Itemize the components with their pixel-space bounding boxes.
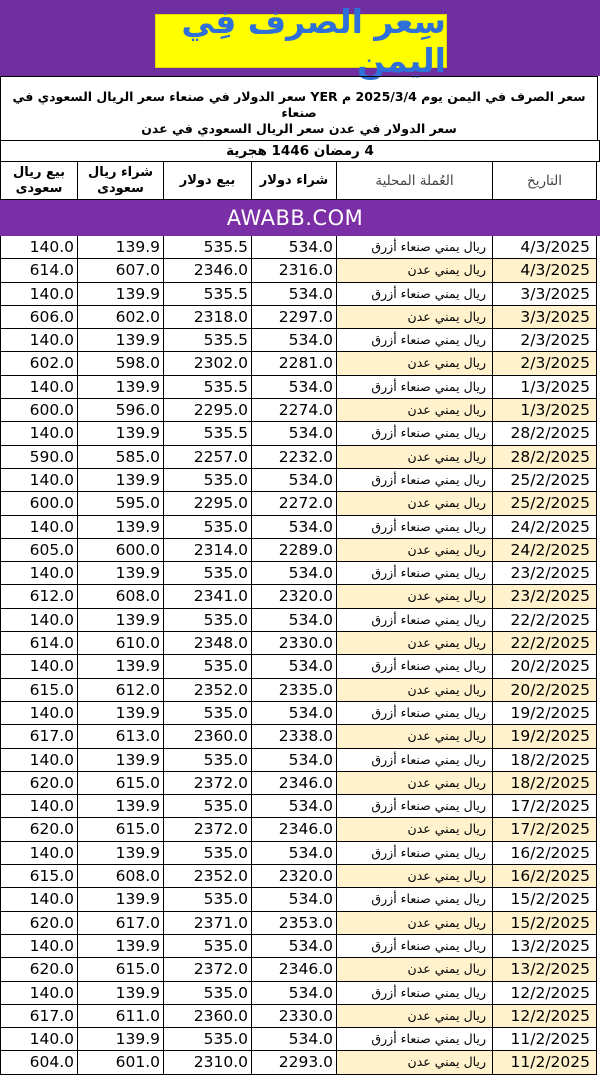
usd-sell-cell: 2318.0 [164,306,252,329]
usd-buy-cell: 2330.0 [252,632,337,655]
usd-buy-cell: 534.0 [252,422,337,445]
usd-sell-cell: 2346.0 [164,259,252,282]
usd-sell-cell: 2295.0 [164,492,252,515]
date-cell: 12/2/2025 [493,982,597,1005]
date-cell: 19/2/2025 [493,702,597,725]
date-cell: 20/2/2025 [493,655,597,678]
usd-sell-cell: 535.0 [164,749,252,772]
date-cell: 4/3/2025 [493,236,597,259]
sar-buy-cell: 607.0 [78,259,164,282]
date-cell: 22/2/2025 [493,609,597,632]
usd-sell-cell: 535.0 [164,1028,252,1051]
header-sar-buy: شراء ريال سعودى [78,162,164,200]
date-cell: 13/2/2025 [493,935,597,958]
sar-sell-cell: 140.0 [0,329,78,352]
sar-buy-cell: 139.9 [78,376,164,399]
usd-sell-cell: 535.5 [164,236,252,259]
table-row [0,469,600,492]
table-row [0,306,600,329]
table-row [0,492,600,515]
usd-sell-cell: 2310.0 [164,1051,252,1074]
date-cell: 17/2/2025 [493,795,597,818]
currency-cell: ريال يمني عدن [337,585,493,608]
table-row [0,632,600,655]
currency-cell: ريال يمني عدن [337,1051,493,1074]
sar-sell-cell: 140.0 [0,562,78,585]
table-row [0,562,600,585]
usd-buy-cell: 534.0 [252,888,337,911]
usd-buy-cell: 2274.0 [252,399,337,422]
sar-buy-cell: 615.0 [78,772,164,795]
usd-buy-cell: 534.0 [252,655,337,678]
date-cell: 22/2/2025 [493,632,597,655]
usd-sell-cell: 2371.0 [164,912,252,935]
header-currency: العُملة المحلية [337,162,493,200]
table-row [0,702,600,725]
usd-buy-cell: 534.0 [252,842,337,865]
date-cell: 19/2/2025 [493,725,597,748]
sar-buy-cell: 139.9 [78,982,164,1005]
sar-buy-cell: 617.0 [78,912,164,935]
sar-buy-cell: 139.9 [78,935,164,958]
usd-buy-cell: 2320.0 [252,585,337,608]
usd-buy-cell: 534.0 [252,609,337,632]
currency-cell: ريال يمني عدن [337,306,493,329]
table-row [0,679,600,702]
currency-cell: ريال يمني صنعاء أزرق [337,1028,493,1051]
sar-sell-cell: 604.0 [0,1051,78,1074]
usd-buy-cell: 534.0 [252,516,337,539]
sar-sell-cell: 620.0 [0,912,78,935]
currency-cell: ريال يمني صنعاء أزرق [337,888,493,911]
table-row [0,888,600,911]
table-row [0,725,600,748]
currency-cell: ريال يمني صنعاء أزرق [337,935,493,958]
sar-buy-cell: 139.9 [78,1028,164,1051]
usd-buy-cell: 534.0 [252,236,337,259]
usd-buy-cell: 2320.0 [252,865,337,888]
usd-sell-cell: 2372.0 [164,772,252,795]
sar-sell-cell: 140.0 [0,749,78,772]
page-title: سِعر الصرف فِي اليمن [181,2,446,80]
usd-sell-cell: 535.5 [164,376,252,399]
sar-sell-cell: 140.0 [0,702,78,725]
sar-sell-cell: 612.0 [0,585,78,608]
currency-cell: ريال يمني عدن [337,1005,493,1028]
description-line-1: سعر الصرف في اليمن يوم 2025/3/4 م YER سعر الدولار في صنعاء سعر الريال السعودي في صنعاء [12,89,586,120]
description-text [0,76,598,140]
sar-buy-cell: 585.0 [78,446,164,469]
sar-sell-cell: 140.0 [0,609,78,632]
sar-sell-cell: 615.0 [0,679,78,702]
table-row [0,399,600,422]
rates-table [0,236,600,1075]
date-cell: 15/2/2025 [493,912,597,935]
sar-buy-cell: 601.0 [78,1051,164,1074]
date-cell: 24/2/2025 [493,539,597,562]
sar-sell-cell: 614.0 [0,632,78,655]
date-cell: 25/2/2025 [493,469,597,492]
sar-sell-cell: 617.0 [0,725,78,748]
usd-sell-cell: 535.0 [164,842,252,865]
date-cell: 28/2/2025 [493,422,597,445]
title-box [155,2,447,80]
sar-buy-cell: 608.0 [78,865,164,888]
sar-buy-cell: 613.0 [78,725,164,748]
sar-sell-cell: 140.0 [0,935,78,958]
usd-buy-cell: 534.0 [252,469,337,492]
table-row [0,772,600,795]
table-row [0,842,600,865]
usd-sell-cell: 535.5 [164,283,252,306]
table-row [0,516,600,539]
sar-buy-cell: 139.9 [78,516,164,539]
sar-buy-cell: 595.0 [78,492,164,515]
usd-buy-cell: 2293.0 [252,1051,337,1074]
table-row [0,259,600,282]
sar-sell-cell: 590.0 [0,446,78,469]
table-row [0,1051,600,1074]
table-row [0,655,600,678]
sar-buy-cell: 598.0 [78,352,164,375]
sar-sell-cell: 615.0 [0,865,78,888]
date-cell: 18/2/2025 [493,772,597,795]
sar-buy-cell: 610.0 [78,632,164,655]
sar-buy-cell: 139.9 [78,655,164,678]
sar-buy-cell: 139.9 [78,749,164,772]
site-name: AWABB.COM [226,206,364,230]
usd-buy-cell: 2338.0 [252,725,337,748]
sar-sell-cell: 620.0 [0,772,78,795]
date-cell: 20/2/2025 [493,679,597,702]
usd-buy-cell: 2272.0 [252,492,337,515]
currency-cell: ريال يمني صنعاء أزرق [337,795,493,818]
sar-sell-cell: 140.0 [0,283,78,306]
currency-cell: ريال يمني صنعاء أزرق [337,376,493,399]
usd-sell-cell: 2372.0 [164,818,252,841]
header-usd-sell: بيع دولار [164,162,252,200]
table-row [0,982,600,1005]
usd-sell-cell: 2352.0 [164,865,252,888]
usd-sell-cell: 2360.0 [164,1005,252,1028]
date-cell: 2/3/2025 [493,352,597,375]
table-row [0,585,600,608]
currency-cell: ريال يمني صنعاء أزرق [337,236,493,259]
date-cell: 1/3/2025 [493,399,597,422]
usd-buy-cell: 534.0 [252,562,337,585]
currency-cell: ريال يمني عدن [337,352,493,375]
usd-sell-cell: 2348.0 [164,632,252,655]
usd-buy-cell: 534.0 [252,935,337,958]
usd-sell-cell: 535.0 [164,655,252,678]
currency-cell: ريال يمني عدن [337,399,493,422]
currency-cell: ريال يمني عدن [337,912,493,935]
table-header [0,162,600,200]
sar-sell-cell: 140.0 [0,236,78,259]
sar-buy-cell: 139.9 [78,888,164,911]
date-cell: 16/2/2025 [493,842,597,865]
sar-sell-cell: 600.0 [0,492,78,515]
sar-sell-cell: 605.0 [0,539,78,562]
currency-cell: ريال يمني عدن [337,818,493,841]
currency-cell: ريال يمني عدن [337,446,493,469]
usd-buy-cell: 2289.0 [252,539,337,562]
date-cell: 11/2/2025 [493,1028,597,1051]
sar-sell-cell: 620.0 [0,818,78,841]
usd-sell-cell: 2314.0 [164,539,252,562]
currency-cell: ريال يمني عدن [337,259,493,282]
date-cell: 28/2/2025 [493,446,597,469]
currency-cell: ريال يمني عدن [337,492,493,515]
usd-buy-cell: 2232.0 [252,446,337,469]
date-cell: 18/2/2025 [493,749,597,772]
table-row [0,935,600,958]
usd-buy-cell: 2346.0 [252,772,337,795]
usd-sell-cell: 535.0 [164,609,252,632]
date-cell: 15/2/2025 [493,888,597,911]
description-line-2: سعر الدولار في عدن سعر الريال السعودي في عدن [141,121,457,136]
usd-buy-cell: 2335.0 [252,679,337,702]
date-cell: 12/2/2025 [493,1005,597,1028]
usd-sell-cell: 535.0 [164,888,252,911]
sar-sell-cell: 614.0 [0,259,78,282]
sar-sell-cell: 620.0 [0,958,78,981]
sar-sell-cell: 140.0 [0,469,78,492]
sar-sell-cell: 140.0 [0,1028,78,1051]
date-cell: 17/2/2025 [493,818,597,841]
currency-cell: ريال يمني عدن [337,632,493,655]
date-cell: 16/2/2025 [493,865,597,888]
table-row [0,352,600,375]
table-row [0,1005,600,1028]
date-cell: 3/3/2025 [493,306,597,329]
date-cell: 23/2/2025 [493,562,597,585]
sar-sell-cell: 617.0 [0,1005,78,1028]
usd-sell-cell: 2302.0 [164,352,252,375]
usd-sell-cell: 535.5 [164,329,252,352]
usd-buy-cell: 2346.0 [252,818,337,841]
table-row [0,865,600,888]
sar-buy-cell: 139.9 [78,329,164,352]
sar-buy-cell: 602.0 [78,306,164,329]
usd-buy-cell: 534.0 [252,376,337,399]
sar-sell-cell: 140.0 [0,516,78,539]
usd-buy-cell: 2316.0 [252,259,337,282]
sar-sell-cell: 600.0 [0,399,78,422]
usd-buy-cell: 534.0 [252,283,337,306]
sar-sell-cell: 140.0 [0,376,78,399]
usd-buy-cell: 534.0 [252,329,337,352]
sar-buy-cell: 615.0 [78,818,164,841]
usd-buy-cell: 534.0 [252,1028,337,1051]
usd-sell-cell: 2360.0 [164,725,252,748]
currency-cell: ريال يمني صنعاء أزرق [337,562,493,585]
sar-sell-cell: 140.0 [0,888,78,911]
date-cell: 2/3/2025 [493,329,597,352]
table-row [0,329,600,352]
usd-buy-cell: 534.0 [252,749,337,772]
sar-sell-cell: 140.0 [0,842,78,865]
currency-cell: ريال يمني صنعاء أزرق [337,422,493,445]
usd-sell-cell: 2352.0 [164,679,252,702]
sar-buy-cell: 139.9 [78,702,164,725]
usd-buy-cell: 2346.0 [252,958,337,981]
usd-sell-cell: 535.0 [164,516,252,539]
sar-sell-cell: 140.0 [0,422,78,445]
date-cell: 3/3/2025 [493,283,597,306]
usd-sell-cell: 535.0 [164,562,252,585]
sar-buy-cell: 139.9 [78,236,164,259]
usd-sell-cell: 535.0 [164,702,252,725]
currency-cell: ريال يمني صنعاء أزرق [337,702,493,725]
usd-sell-cell: 535.0 [164,469,252,492]
usd-sell-cell: 2372.0 [164,958,252,981]
table-row [0,236,600,259]
header-date: التاريخ [493,162,597,200]
table-row [0,1028,600,1051]
usd-buy-cell: 534.0 [252,702,337,725]
table-row [0,958,600,981]
date-cell: 25/2/2025 [493,492,597,515]
currency-cell: ريال يمني صنعاء أزرق [337,469,493,492]
sar-sell-cell: 602.0 [0,352,78,375]
usd-buy-cell: 2297.0 [252,306,337,329]
currency-cell: ريال يمني عدن [337,958,493,981]
usd-sell-cell: 535.5 [164,422,252,445]
currency-cell: ريال يمني صنعاء أزرق [337,329,493,352]
usd-sell-cell: 535.0 [164,982,252,1005]
table-row [0,283,600,306]
currency-cell: ريال يمني صنعاء أزرق [337,749,493,772]
sar-buy-cell: 139.9 [78,562,164,585]
sar-sell-cell: 140.0 [0,655,78,678]
usd-buy-cell: 2330.0 [252,1005,337,1028]
currency-cell: ريال يمني صنعاء أزرق [337,842,493,865]
table-row [0,539,600,562]
table-row [0,376,600,399]
table-row [0,912,600,935]
usd-sell-cell: 535.0 [164,935,252,958]
date-cell: 13/2/2025 [493,958,597,981]
date-cell: 23/2/2025 [493,585,597,608]
sar-buy-cell: 615.0 [78,958,164,981]
usd-sell-cell: 2341.0 [164,585,252,608]
sar-buy-cell: 139.9 [78,283,164,306]
currency-cell: ريال يمني صنعاء أزرق [337,655,493,678]
currency-cell: ريال يمني عدن [337,865,493,888]
table-row [0,818,600,841]
table-row [0,609,600,632]
currency-cell: ريال يمني عدن [337,725,493,748]
currency-cell: ريال يمني صنعاء أزرق [337,982,493,1005]
date-cell: 24/2/2025 [493,516,597,539]
currency-cell: ريال يمني عدن [337,539,493,562]
sar-buy-cell: 139.9 [78,609,164,632]
currency-cell: ريال يمني صنعاء أزرق [337,283,493,306]
sar-buy-cell: 596.0 [78,399,164,422]
usd-sell-cell: 2257.0 [164,446,252,469]
sar-sell-cell: 140.0 [0,795,78,818]
hijri-date: 4 رمضان 1446 هجرية [0,140,600,162]
sar-buy-cell: 611.0 [78,1005,164,1028]
usd-buy-cell: 2281.0 [252,352,337,375]
date-cell: 4/3/2025 [493,259,597,282]
header-usd-buy: شراء دولار [252,162,337,200]
sar-buy-cell: 139.9 [78,422,164,445]
currency-cell: ريال يمني عدن [337,679,493,702]
date-cell: 1/3/2025 [493,376,597,399]
table-row [0,446,600,469]
sar-sell-cell: 606.0 [0,306,78,329]
sar-buy-cell: 139.9 [78,795,164,818]
currency-cell: ريال يمني عدن [337,772,493,795]
date-cell: 11/2/2025 [493,1051,597,1074]
usd-buy-cell: 534.0 [252,795,337,818]
sar-buy-cell: 608.0 [78,585,164,608]
table-row [0,422,600,445]
sar-buy-cell: 139.9 [78,842,164,865]
table-row [0,749,600,772]
usd-buy-cell: 2353.0 [252,912,337,935]
currency-cell: ريال يمني صنعاء أزرق [337,609,493,632]
usd-sell-cell: 535.0 [164,795,252,818]
title-banner [0,0,600,80]
sar-buy-cell: 139.9 [78,469,164,492]
header-sar-sell: بيع ريال سعودى [0,162,78,200]
sar-buy-cell: 612.0 [78,679,164,702]
currency-cell: ريال يمني صنعاء أزرق [337,516,493,539]
table-row [0,795,600,818]
usd-buy-cell: 534.0 [252,982,337,1005]
sar-sell-cell: 140.0 [0,982,78,1005]
usd-sell-cell: 2295.0 [164,399,252,422]
site-banner [0,200,600,236]
sar-buy-cell: 600.0 [78,539,164,562]
